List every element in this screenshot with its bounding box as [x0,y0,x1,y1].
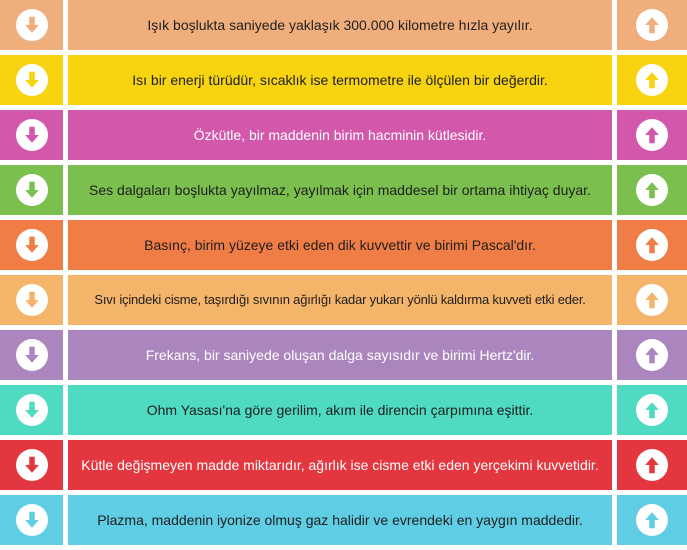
arrow-down-icon [16,9,48,41]
arrow-down-icon [16,174,48,206]
statement-text: Işık boşlukta saniyede yaklaşık 300.000 kilometre hızla yayılır. [68,0,612,50]
move-up-button[interactable] [617,495,687,545]
move-down-button[interactable] [0,165,63,215]
arrow-up-icon [636,339,668,371]
move-up-button[interactable] [617,330,687,380]
statement-row [0,220,687,270]
statement-text: Basınç, birim yüzeye etki eden dik kuvvettir ve birimi Pascal'dır. [68,220,612,270]
move-down-button[interactable] [0,385,63,435]
move-down-button[interactable] [0,55,63,105]
arrow-up-icon [636,119,668,151]
statement-text: Plazma, maddenin iyonize olmuş gaz halidir ve evrendeki en yaygın maddedir. [68,495,612,545]
arrow-down-icon [16,449,48,481]
statement-text: Kütle değişmeyen madde miktarıdır, ağırlık ise cisme etki eden yerçekimi kuvvetidir. [68,440,612,490]
move-up-button[interactable] [617,110,687,160]
arrow-up-icon [636,9,668,41]
statement-row [0,385,687,435]
move-down-button[interactable] [0,495,63,545]
statement-text: Sıvı içindeki cisme, taşırdığı sıvının ağırlığı kadar yukarı yönlü kaldırma kuvveti etki eder. [68,275,612,325]
arrow-down-icon [16,64,48,96]
move-up-button[interactable] [617,165,687,215]
arrow-up-icon [636,229,668,261]
move-down-button[interactable] [0,440,63,490]
statement-text: Frekans, bir saniyede oluşan dalga sayısıdır ve birimi Hertz'dir. [68,330,612,380]
arrow-up-icon [636,64,668,96]
arrow-down-icon [16,229,48,261]
statement-text: Özkütle, bir maddenin birim hacminin kütlesidir. [68,110,612,160]
move-down-button[interactable] [0,110,63,160]
move-up-button[interactable] [617,440,687,490]
statement-row [0,55,687,105]
move-down-button[interactable] [0,330,63,380]
move-up-button[interactable] [617,55,687,105]
arrow-down-icon [16,504,48,536]
move-up-button[interactable] [617,385,687,435]
arrow-up-icon [636,449,668,481]
statement-row [0,0,687,50]
statement-row [0,110,687,160]
arrow-down-icon [16,394,48,426]
statement-row [0,440,687,490]
arrow-up-icon [636,394,668,426]
statement-row [0,275,687,325]
arrow-down-icon [16,284,48,316]
statement-text: Ses dalgaları boşlukta yayılmaz, yayılmak için maddesel bir ortama ihtiyaç duyar. [68,165,612,215]
move-down-button[interactable] [0,220,63,270]
arrow-up-icon [636,174,668,206]
arrow-down-icon [16,119,48,151]
move-down-button[interactable] [0,275,63,325]
move-up-button[interactable] [617,275,687,325]
move-up-button[interactable] [617,220,687,270]
move-up-button[interactable] [617,0,687,50]
statement-row [0,330,687,380]
statement-row [0,495,687,545]
statement-row [0,165,687,215]
move-down-button[interactable] [0,0,63,50]
arrow-up-icon [636,504,668,536]
statement-text: Isı bir enerji türüdür, sıcaklık ise termometre ile ölçülen bir değerdir. [68,55,612,105]
arrow-down-icon [16,339,48,371]
arrow-up-icon [636,284,668,316]
statement-text: Ohm Yasası'na göre gerilim, akım ile direncin çarpımına eşittir. [68,385,612,435]
